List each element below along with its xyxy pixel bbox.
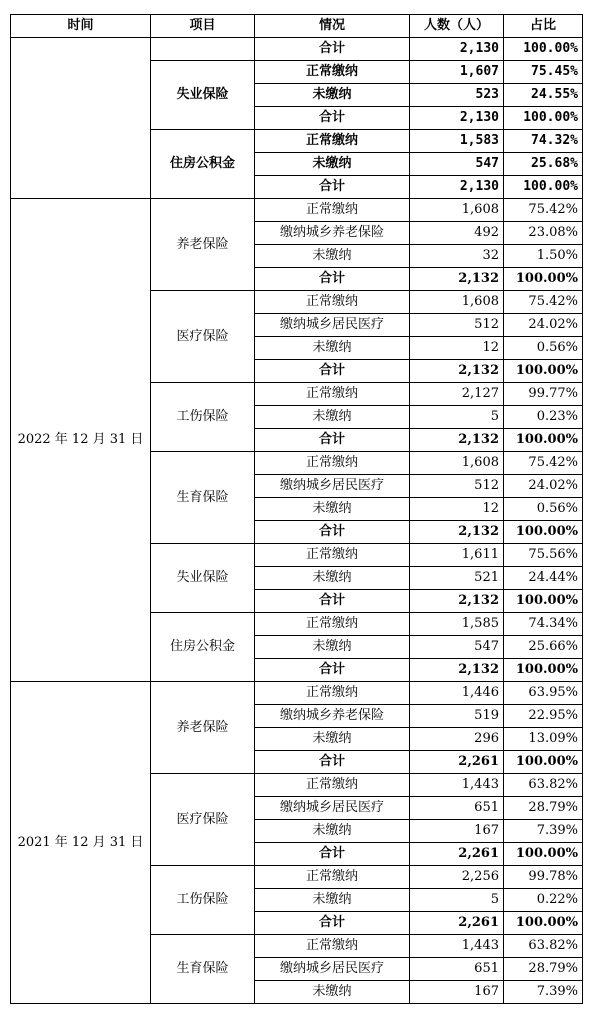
situation-cell: 合计: [255, 659, 410, 682]
pct-cell: 75.45%: [504, 61, 583, 84]
pct-cell: 13.09%: [504, 728, 583, 751]
situation-cell: 正常缴纳: [255, 61, 410, 84]
pct-cell: 63.82%: [504, 774, 583, 797]
count-cell: 32: [410, 245, 504, 268]
situation-cell: 合计: [255, 843, 410, 866]
count-cell: 2,261: [410, 843, 504, 866]
header-item: 项目: [151, 15, 255, 38]
header-row: [11, 15, 583, 38]
header-pct: 占比: [504, 15, 583, 38]
item-cell: 住房公积金: [151, 613, 255, 682]
count-cell: 1,611: [410, 544, 504, 567]
time-cell: 2022 年 12 月 31 日: [11, 199, 151, 682]
count-cell: 523: [410, 84, 504, 107]
situation-cell: 未缴纳: [255, 406, 410, 429]
pct-cell: 100.00%: [504, 360, 583, 383]
situation-cell: 合计: [255, 751, 410, 774]
item-cell: 养老保险: [151, 199, 255, 291]
table-row: [11, 38, 583, 61]
situation-cell: 缴纳城乡养老保险: [255, 222, 410, 245]
pct-cell: 0.56%: [504, 337, 583, 360]
item-cell: 养老保险: [151, 682, 255, 774]
header-count: 人数（人）: [410, 15, 504, 38]
pct-cell: 100.00%: [504, 429, 583, 452]
count-cell: 547: [410, 153, 504, 176]
pct-cell: 25.68%: [504, 153, 583, 176]
pct-cell: 63.95%: [504, 682, 583, 705]
header-time: 时间: [11, 15, 151, 38]
count-cell: 5: [410, 406, 504, 429]
count-cell: 2,132: [410, 360, 504, 383]
pct-cell: 1.50%: [504, 245, 583, 268]
pct-cell: 7.39%: [504, 981, 583, 1004]
pct-cell: 75.42%: [504, 452, 583, 475]
situation-cell: 缴纳城乡居民医疗: [255, 958, 410, 981]
item-cell: 生育保险: [151, 452, 255, 544]
situation-cell: 未缴纳: [255, 245, 410, 268]
situation-cell: 未缴纳: [255, 636, 410, 659]
pct-cell: 0.23%: [504, 406, 583, 429]
situation-cell: 未缴纳: [255, 84, 410, 107]
situation-cell: 未缴纳: [255, 153, 410, 176]
count-cell: 512: [410, 475, 504, 498]
table-body: [11, 38, 583, 1004]
situation-cell: 合计: [255, 429, 410, 452]
pct-cell: 28.79%: [504, 958, 583, 981]
count-cell: 167: [410, 981, 504, 1004]
pct-cell: 23.08%: [504, 222, 583, 245]
item-cell: 工伤保险: [151, 383, 255, 452]
count-cell: 5: [410, 889, 504, 912]
situation-cell: 缴纳城乡居民医疗: [255, 475, 410, 498]
pct-cell: 22.95%: [504, 705, 583, 728]
count-cell: 2,130: [410, 176, 504, 199]
count-cell: 547: [410, 636, 504, 659]
pct-cell: 63.82%: [504, 935, 583, 958]
pct-cell: 0.56%: [504, 498, 583, 521]
situation-cell: 未缴纳: [255, 981, 410, 1004]
count-cell: 1,585: [410, 613, 504, 636]
situation-cell: 正常缴纳: [255, 199, 410, 222]
count-cell: 12: [410, 498, 504, 521]
pct-cell: 7.39%: [504, 820, 583, 843]
pct-cell: 100.00%: [504, 751, 583, 774]
table-row: [11, 199, 583, 222]
insurance-table: [10, 14, 583, 1004]
header-situation: 情况: [255, 15, 410, 38]
count-cell: 2,127: [410, 383, 504, 406]
pct-cell: 99.78%: [504, 866, 583, 889]
count-cell: 1,607: [410, 61, 504, 84]
pct-cell: 100.00%: [504, 107, 583, 130]
pct-cell: 74.34%: [504, 613, 583, 636]
situation-cell: 未缴纳: [255, 567, 410, 590]
pct-cell: 100.00%: [504, 521, 583, 544]
situation-cell: 合计: [255, 38, 410, 61]
situation-cell: 正常缴纳: [255, 682, 410, 705]
count-cell: 2,132: [410, 521, 504, 544]
pct-cell: 24.02%: [504, 475, 583, 498]
pct-cell: 75.42%: [504, 291, 583, 314]
situation-cell: 正常缴纳: [255, 613, 410, 636]
count-cell: 1,583: [410, 130, 504, 153]
pct-cell: 75.56%: [504, 544, 583, 567]
count-cell: 651: [410, 797, 504, 820]
situation-cell: 合计: [255, 590, 410, 613]
pct-cell: 99.77%: [504, 383, 583, 406]
situation-cell: 缴纳城乡居民医疗: [255, 314, 410, 337]
pct-cell: 100.00%: [504, 590, 583, 613]
count-cell: 2,132: [410, 429, 504, 452]
count-cell: 2,132: [410, 268, 504, 291]
situation-cell: 未缴纳: [255, 728, 410, 751]
situation-cell: 正常缴纳: [255, 544, 410, 567]
pct-cell: 24.55%: [504, 84, 583, 107]
time-cell: 2021 年 12 月 31 日: [11, 682, 151, 1004]
count-cell: 1,443: [410, 774, 504, 797]
count-cell: 2,130: [410, 107, 504, 130]
time-cell: [11, 38, 151, 199]
pct-cell: 24.44%: [504, 567, 583, 590]
item-cell: 生育保险: [151, 935, 255, 1004]
situation-cell: 合计: [255, 360, 410, 383]
situation-cell: 缴纳城乡养老保险: [255, 705, 410, 728]
situation-cell: 正常缴纳: [255, 383, 410, 406]
count-cell: 1,608: [410, 291, 504, 314]
count-cell: 2,261: [410, 751, 504, 774]
item-cell: 失业保险: [151, 61, 255, 130]
count-cell: 167: [410, 820, 504, 843]
pct-cell: 0.22%: [504, 889, 583, 912]
situation-cell: 正常缴纳: [255, 935, 410, 958]
item-cell: 医疗保险: [151, 774, 255, 866]
situation-cell: 合计: [255, 107, 410, 130]
situation-cell: 未缴纳: [255, 337, 410, 360]
item-cell: 失业保险: [151, 544, 255, 613]
situation-cell: 合计: [255, 176, 410, 199]
situation-cell: 正常缴纳: [255, 452, 410, 475]
count-cell: 521: [410, 567, 504, 590]
pct-cell: 74.32%: [504, 130, 583, 153]
count-cell: 2,132: [410, 659, 504, 682]
pct-cell: 100.00%: [504, 268, 583, 291]
pct-cell: 100.00%: [504, 38, 583, 61]
count-cell: 1,608: [410, 452, 504, 475]
count-cell: 492: [410, 222, 504, 245]
count-cell: 519: [410, 705, 504, 728]
count-cell: 2,256: [410, 866, 504, 889]
item-cell: 住房公积金: [151, 130, 255, 199]
situation-cell: 未缴纳: [255, 498, 410, 521]
situation-cell: 未缴纳: [255, 820, 410, 843]
pct-cell: 100.00%: [504, 176, 583, 199]
situation-cell: 合计: [255, 268, 410, 291]
count-cell: 651: [410, 958, 504, 981]
count-cell: 512: [410, 314, 504, 337]
pct-cell: 100.00%: [504, 843, 583, 866]
count-cell: 296: [410, 728, 504, 751]
pct-cell: 28.79%: [504, 797, 583, 820]
situation-cell: 正常缴纳: [255, 866, 410, 889]
count-cell: 2,261: [410, 912, 504, 935]
count-cell: 1,608: [410, 199, 504, 222]
situation-cell: 未缴纳: [255, 889, 410, 912]
count-cell: 1,446: [410, 682, 504, 705]
situation-cell: 正常缴纳: [255, 130, 410, 153]
pct-cell: 100.00%: [504, 659, 583, 682]
count-cell: 2,132: [410, 590, 504, 613]
situation-cell: 正常缴纳: [255, 774, 410, 797]
pct-cell: 100.00%: [504, 912, 583, 935]
pct-cell: 75.42%: [504, 199, 583, 222]
pct-cell: 24.02%: [504, 314, 583, 337]
situation-cell: 缴纳城乡居民医疗: [255, 797, 410, 820]
pct-cell: 25.66%: [504, 636, 583, 659]
count-cell: 2,130: [410, 38, 504, 61]
situation-cell: 合计: [255, 912, 410, 935]
item-cell: 医疗保险: [151, 291, 255, 383]
table-row: [11, 682, 583, 705]
item-cell: [151, 38, 255, 61]
situation-cell: 正常缴纳: [255, 291, 410, 314]
situation-cell: 合计: [255, 521, 410, 544]
item-cell: 工伤保险: [151, 866, 255, 935]
count-cell: 12: [410, 337, 504, 360]
count-cell: 1,443: [410, 935, 504, 958]
